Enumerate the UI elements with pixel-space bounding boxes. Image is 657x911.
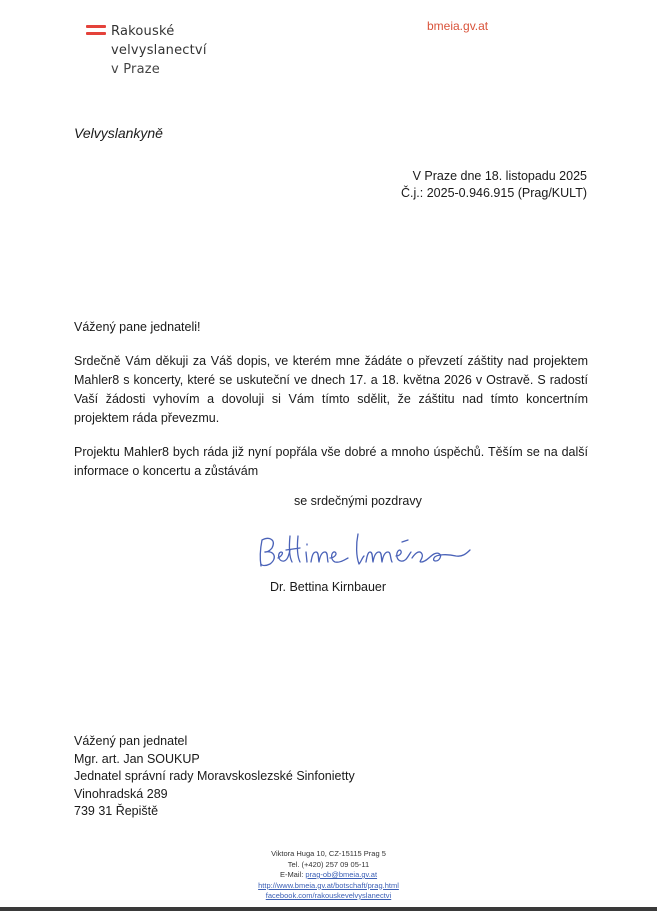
address-line: Vinohradská 289 [74,786,168,801]
reference-number: Č.j.: 2025-0.946.915 (Prag/KULT) [401,186,587,200]
signer-name: Dr. Bettina Kirnbauer [270,580,387,594]
logo-line-1: Rakouské [111,24,175,39]
footer-email-row [0,870,657,881]
address-line: Jednatel správní rady Moravskoslezské Sinfonietty [74,769,355,783]
logo-text [111,22,207,79]
bottom-edge-bar [0,907,657,911]
body-paragraph-2: Projektu Mahler8 bych ráda již nyní popřála vše dobré a mnoho úspěchů. Těším se na další informace o koncertu a zůstávám [74,445,588,478]
salutation: Vážený pane jednateli! [74,320,201,334]
date-block [401,168,587,202]
closing: se srdečnými pozdravy [294,494,422,508]
footer-facebook-link[interactable]: facebook.com/rakouskevelvyslanectvi [265,891,392,900]
footer [0,849,657,902]
footer-email-label: E-Mail: [279,870,304,879]
address-line: Mgr. art. Jan SOUKUP [74,751,200,766]
body-paragraph-1: Srdečně Vám děkuji za Váš dopis, ve kterém mne žádáte o převzetí záštity nad projektem Mahler8 s koncerty, které se uskuteční ve dnech 17. a 18. května 2026 v Ostravě. S radostí Vaší žádosti vyhovím a dovoluji si Vám tímto sdělit, že záštitu nad tímto koncertním projektem ráda převezmu. [74,354,588,425]
logo-line-3: v Praze [111,62,160,77]
footer-url-link[interactable]: http://www.bmeia.gv.at/botschaft/prag.html [258,880,399,890]
website-link[interactable]: bmeia.gv.at [427,19,489,33]
address-line: 739 31 Řepiště [74,804,159,818]
address-line: Vážený pan jednatel [74,734,188,748]
austrian-flag-icon [86,25,106,39]
recipient-address [74,733,355,821]
footer-street: Viktora Huga 10, CZ-15115 Prag 5 [271,849,386,858]
handwritten-signature [256,528,476,572]
date-line: V Praze dne 18. listopadu 2025 [412,169,587,183]
recipient-title: Velvyslankyně [74,125,163,141]
footer-tel: Tel. (+420) 257 09 05-11 [287,859,370,869]
footer-email-link[interactable]: prag-ob@bmeia.gv.at [305,870,378,879]
logo-line-2: velvyslanectví [111,43,207,58]
